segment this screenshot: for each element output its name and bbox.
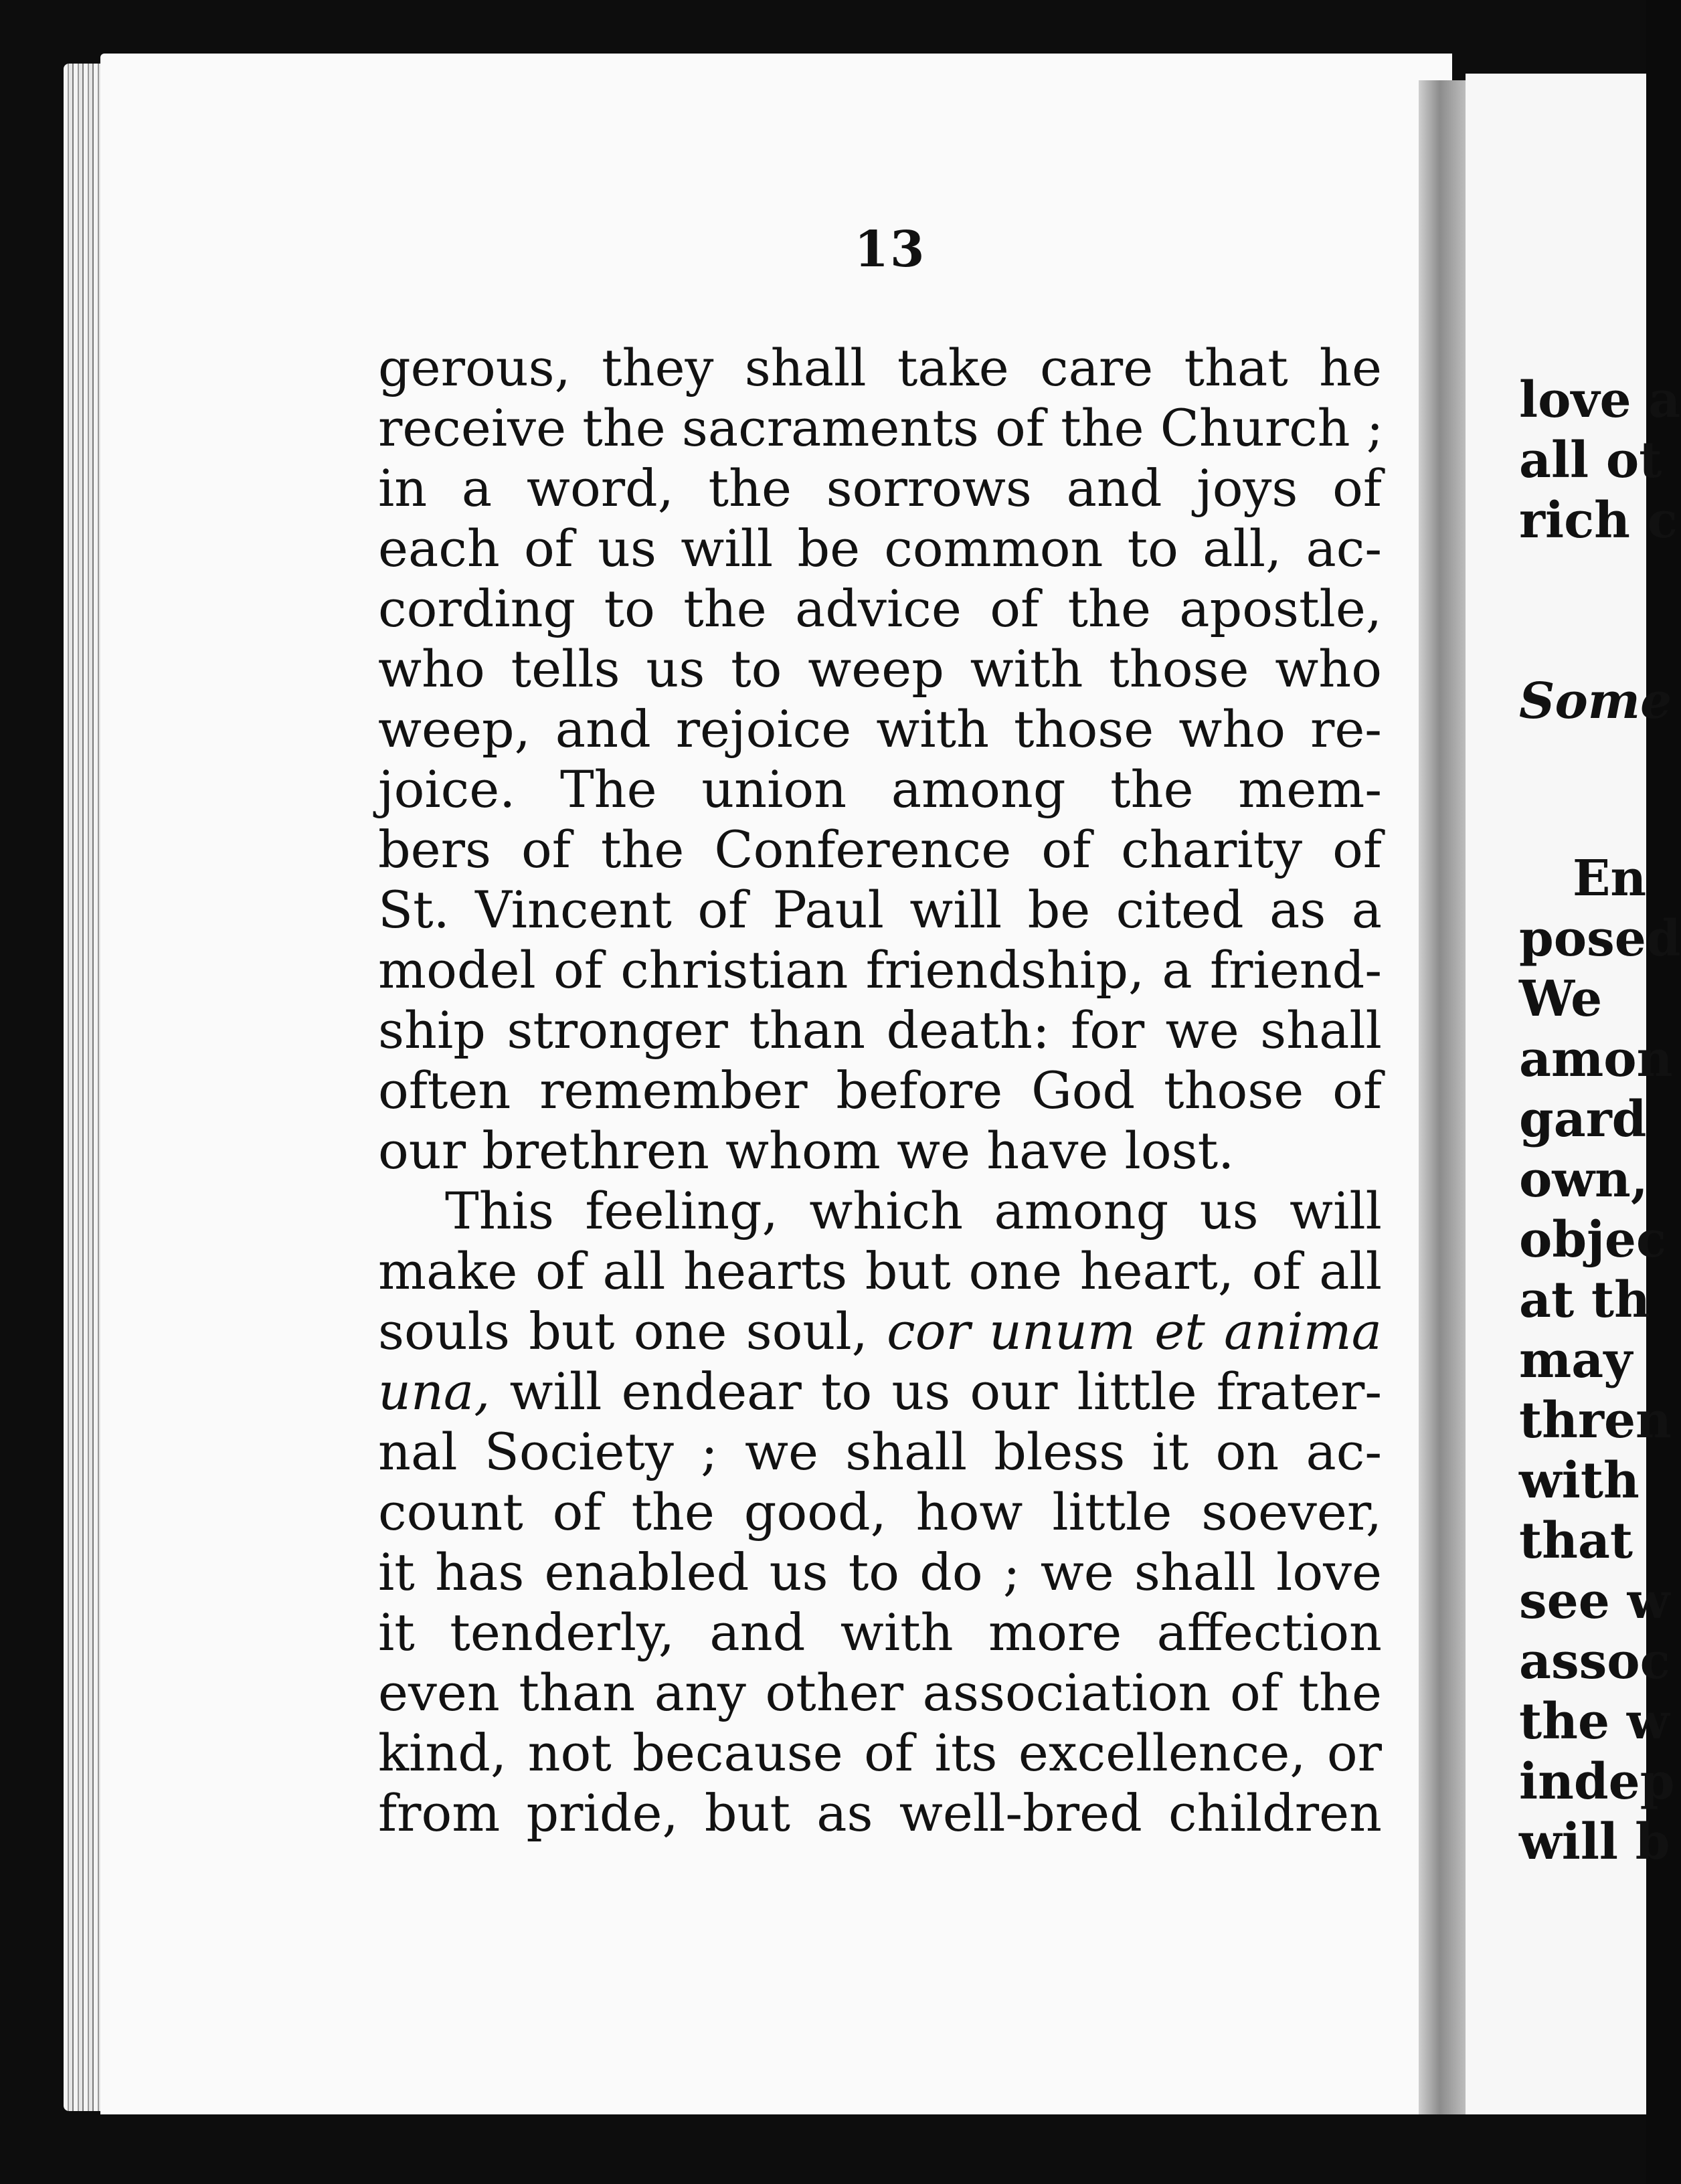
- text-line: St. Vincent of Paul will be cited as a: [378, 880, 1382, 939]
- right-text-line: see w: [1519, 1572, 1670, 1630]
- text-line: weep, and rejoice with those who re-: [378, 699, 1382, 759]
- text-line: even than any other association of the: [378, 1663, 1382, 1722]
- text-line: ship stronger than death: for we shall: [378, 1000, 1382, 1060]
- right-text-line: En: [1573, 850, 1647, 907]
- page-edges: [64, 64, 104, 2111]
- text-line: count of the good, how little soever,: [378, 1482, 1382, 1542]
- right-text-line: will b: [1519, 1813, 1670, 1871]
- text-line: This feeling, which among us will: [445, 1181, 1382, 1241]
- text-line: it tenderly, and with more affection: [378, 1603, 1382, 1662]
- text-line: from pride, but as well-bred children: [378, 1783, 1382, 1843]
- page-number: 13: [854, 221, 926, 278]
- text-segment: souls but one soul,: [378, 1301, 868, 1361]
- text-line: kind, not because of its excellence, or: [378, 1723, 1382, 1783]
- text-line: gerous, they shall take care that he: [378, 338, 1382, 397]
- right-text-line: posed: [1519, 910, 1681, 968]
- text-line: receive the sacraments of the Church ;: [378, 398, 1384, 458]
- text-line: make of all hearts but one heart, of all: [378, 1241, 1382, 1301]
- text-line: cording to the advice of the apostle,: [378, 579, 1382, 638]
- latin-phrase: cor unum et anima: [887, 1301, 1382, 1361]
- right-text-line: amon: [1519, 1030, 1673, 1088]
- right-text-line: the w: [1519, 1693, 1670, 1750]
- text-line-mixed: [378, 1362, 1382, 1422]
- text-line-mixed: [378, 1301, 1382, 1362]
- right-text-line: indep: [1519, 1753, 1675, 1811]
- text-line: often remember before God those of: [378, 1061, 1382, 1120]
- text-line: who tells us to weep with those who: [378, 639, 1382, 699]
- book-gutter: [1419, 80, 1466, 2114]
- text-line: each of us will be common to all, ac-: [378, 519, 1382, 578]
- right-text-line: We: [1519, 970, 1603, 1028]
- text-line: bers of the Conference of charity of: [378, 820, 1382, 879]
- text-line: it has enabled us to do ; we shall love: [378, 1542, 1382, 1602]
- right-heading: Some: [1519, 672, 1672, 730]
- right-text-line: all ot: [1519, 432, 1662, 489]
- text-line: model of christian friendship, a friend-: [378, 940, 1382, 1000]
- right-text-line: with: [1519, 1452, 1640, 1510]
- latin-phrase: una,: [378, 1362, 491, 1421]
- right-text-line: that: [1519, 1512, 1633, 1570]
- right-text-line: objec: [1519, 1211, 1667, 1269]
- right-text-line: may: [1519, 1332, 1633, 1389]
- right-text-line: love a: [1519, 371, 1681, 429]
- right-page-text: [1466, 74, 1681, 2114]
- body-text: [378, 338, 1382, 1843]
- right-text-line: thren: [1519, 1392, 1672, 1449]
- right-text-line: at th: [1519, 1271, 1650, 1329]
- text-line: nal Society ; we shall bless it on ac-: [378, 1422, 1382, 1481]
- right-text-line: own,: [1519, 1151, 1648, 1208]
- text-segment: will endear to us our little frater-: [509, 1362, 1382, 1421]
- text-line: in a word, the sorrows and joys of: [378, 458, 1382, 518]
- text-line: our brethren whom we have lost.: [378, 1121, 1235, 1180]
- right-text-line: assoc: [1519, 1633, 1670, 1690]
- right-text-line: rich c: [1519, 492, 1678, 549]
- right-text-line: gard: [1519, 1091, 1647, 1148]
- text-line: joice. The union among the mem-: [378, 759, 1382, 819]
